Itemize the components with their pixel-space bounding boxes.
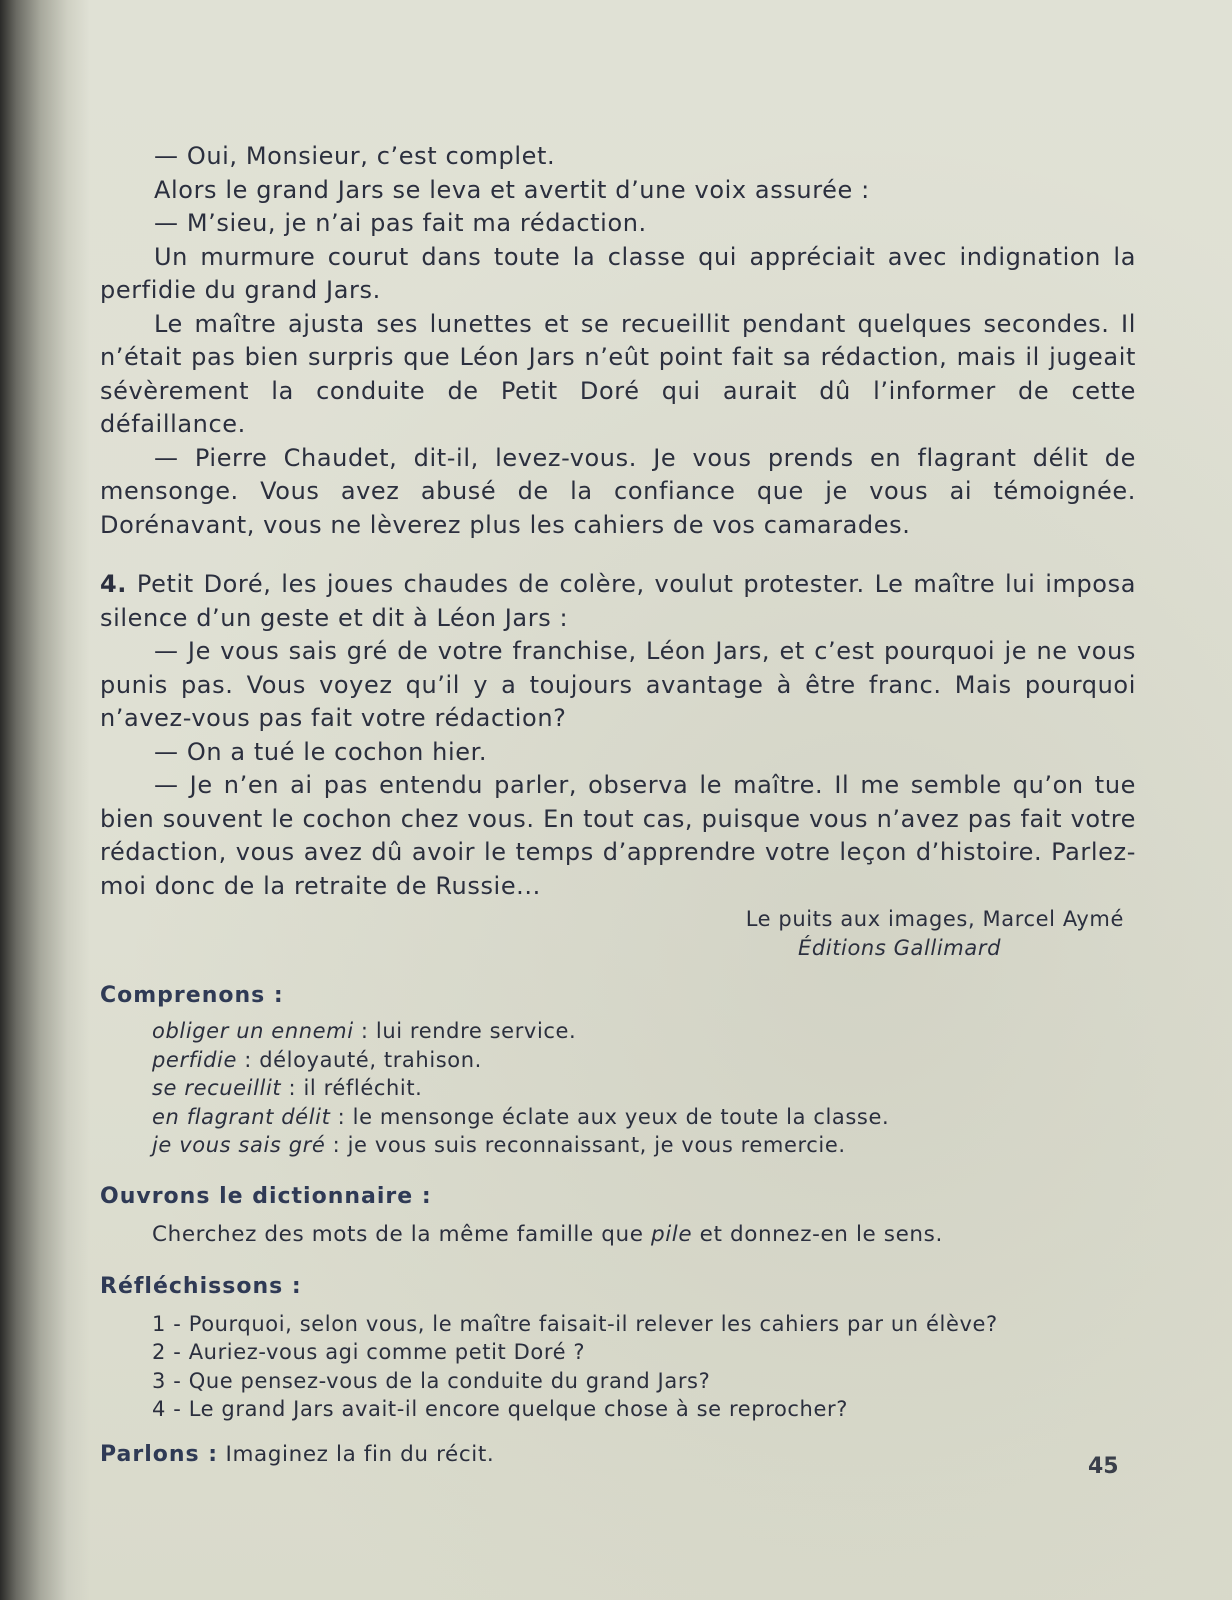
vocabulary-list (100, 1017, 1136, 1160)
vocabulary-term: en flagrant délit (152, 1104, 331, 1129)
vocabulary-term: je vous sais gré (152, 1133, 326, 1157)
page-number: 45 (1088, 1454, 1119, 1479)
section-number: 4. (100, 570, 128, 598)
paragraph: — Oui, Monsieur, c’est complet. (154, 142, 556, 170)
vocabulary-item (152, 1074, 1136, 1103)
comprenons-heading: Comprenons : (100, 983, 284, 1008)
source-citation (100, 905, 1136, 963)
dictionnaire-heading: Ouvrons le dictionnaire : (100, 1183, 432, 1209)
reflechissons-heading: Réfléchissons : (100, 1273, 302, 1299)
vocabulary-item (152, 1046, 1136, 1075)
reading-text (100, 140, 1136, 1470)
question-item: 1 - Pourquoi, selon vous, le maître faisait-il relever les cahiers par un élève? (152, 1311, 998, 1336)
paragraph: Un murmure courut dans toute la classe qui appréciait avec indignation la perfidie du grand Jars. (100, 242, 1136, 304)
vocabulary-item (152, 1017, 1136, 1046)
section-4-paragraph (100, 568, 1136, 635)
exercise-word: pile (650, 1221, 693, 1247)
vocabulary-item (152, 1131, 1136, 1160)
paragraph: Alors le grand Jars se leva et avertit d’une voix assurée : (154, 175, 870, 204)
exercise-text: Cherchez des mots de la même famille que (152, 1221, 651, 1247)
source-publisher: Éditions Gallimard (797, 936, 1001, 960)
vocabulary-term: obliger un ennemi (152, 1019, 354, 1043)
vocabulary-definition: : déloyauté, trahison. (237, 1047, 482, 1072)
parlons-heading: Parlons : (100, 1441, 219, 1467)
questions-list (100, 1310, 1136, 1424)
question-item: 2 - Auriez-vous agi comme petit Doré ? (152, 1340, 586, 1364)
paragraph: — On a tué le cochon hier. (154, 737, 488, 766)
vocabulary-definition: : je vous suis reconnaissant, je vous remercie. (325, 1133, 846, 1157)
dictionnaire-exercise (100, 1220, 1136, 1250)
parlons-section (100, 1440, 1136, 1470)
paragraph: — Je n’en ai pas entendu parler, observa le maître. Il me semble qu’on tue bien souvent le cochon chez vous. En tout cas, puisque vous n’avez pas fait votre rédaction, vous avez dû avoir le temps d’apprendre votre leçon d’histoire. Parlez-moi donc de la retraite de Russie... (100, 771, 1136, 900)
source-title-author: Le puits aux images, Marcel Aymé (745, 907, 1124, 931)
vocabulary-term: perfidie (152, 1047, 237, 1072)
paragraph: — Je vous sais gré de votre franchise, Léon Jars, et c’est pourquoi je ne vous punis pas. Vous voyez qu’il y a toujours avantage à être franc. Mais pourquoi n’avez-vous pas fait votre rédaction? (100, 637, 1136, 732)
vocabulary-definition: : le mensonge éclate aux yeux de toute la classe. (330, 1104, 890, 1129)
vocabulary-term: se recueillit (152, 1076, 282, 1100)
vocabulary-definition: : lui rendre service. (353, 1019, 577, 1043)
parlons-text: Imaginez la fin du récit. (218, 1441, 495, 1467)
paragraph-text: Petit Doré, les joues chaudes de colère, voulut protester. Le maître lui imposa silence d’un geste et dit à Léon Jars : (100, 570, 1136, 632)
question-item: 4 - Le grand Jars avait-il encore quelque chose à se reprocher? (152, 1397, 848, 1421)
question-item: 3 - Que pensez-vous de la conduite du grand Jars? (152, 1368, 711, 1393)
book-gutter-shadow (0, 0, 90, 1600)
exercise-text: et donnez-en le sens. (692, 1221, 943, 1247)
paragraph: Le maître ajusta ses lunettes et se recueillit pendant quelques secondes. Il n’était pas bien surpris que Léon Jars n’eût point fait sa rédaction, mais il jugeait sévèrement la conduite de Petit Doré qui aurait dû l’informer de cette défaillance. (100, 309, 1136, 438)
vocabulary-definition: : il réfléchit. (281, 1076, 423, 1100)
paragraph: — Pierre Chaudet, dit-il, levez-vous. Je vous prends en flagrant délit de mensonge. Vous avez abusé de la confiance que je vous ai témoignée. Dorénavant, vous ne lèverez plus les cahiers de vos camarades. (100, 443, 1136, 539)
paragraph: — M’sieu, je n’ai pas fait ma rédaction. (154, 209, 647, 237)
vocabulary-item (152, 1103, 1136, 1132)
